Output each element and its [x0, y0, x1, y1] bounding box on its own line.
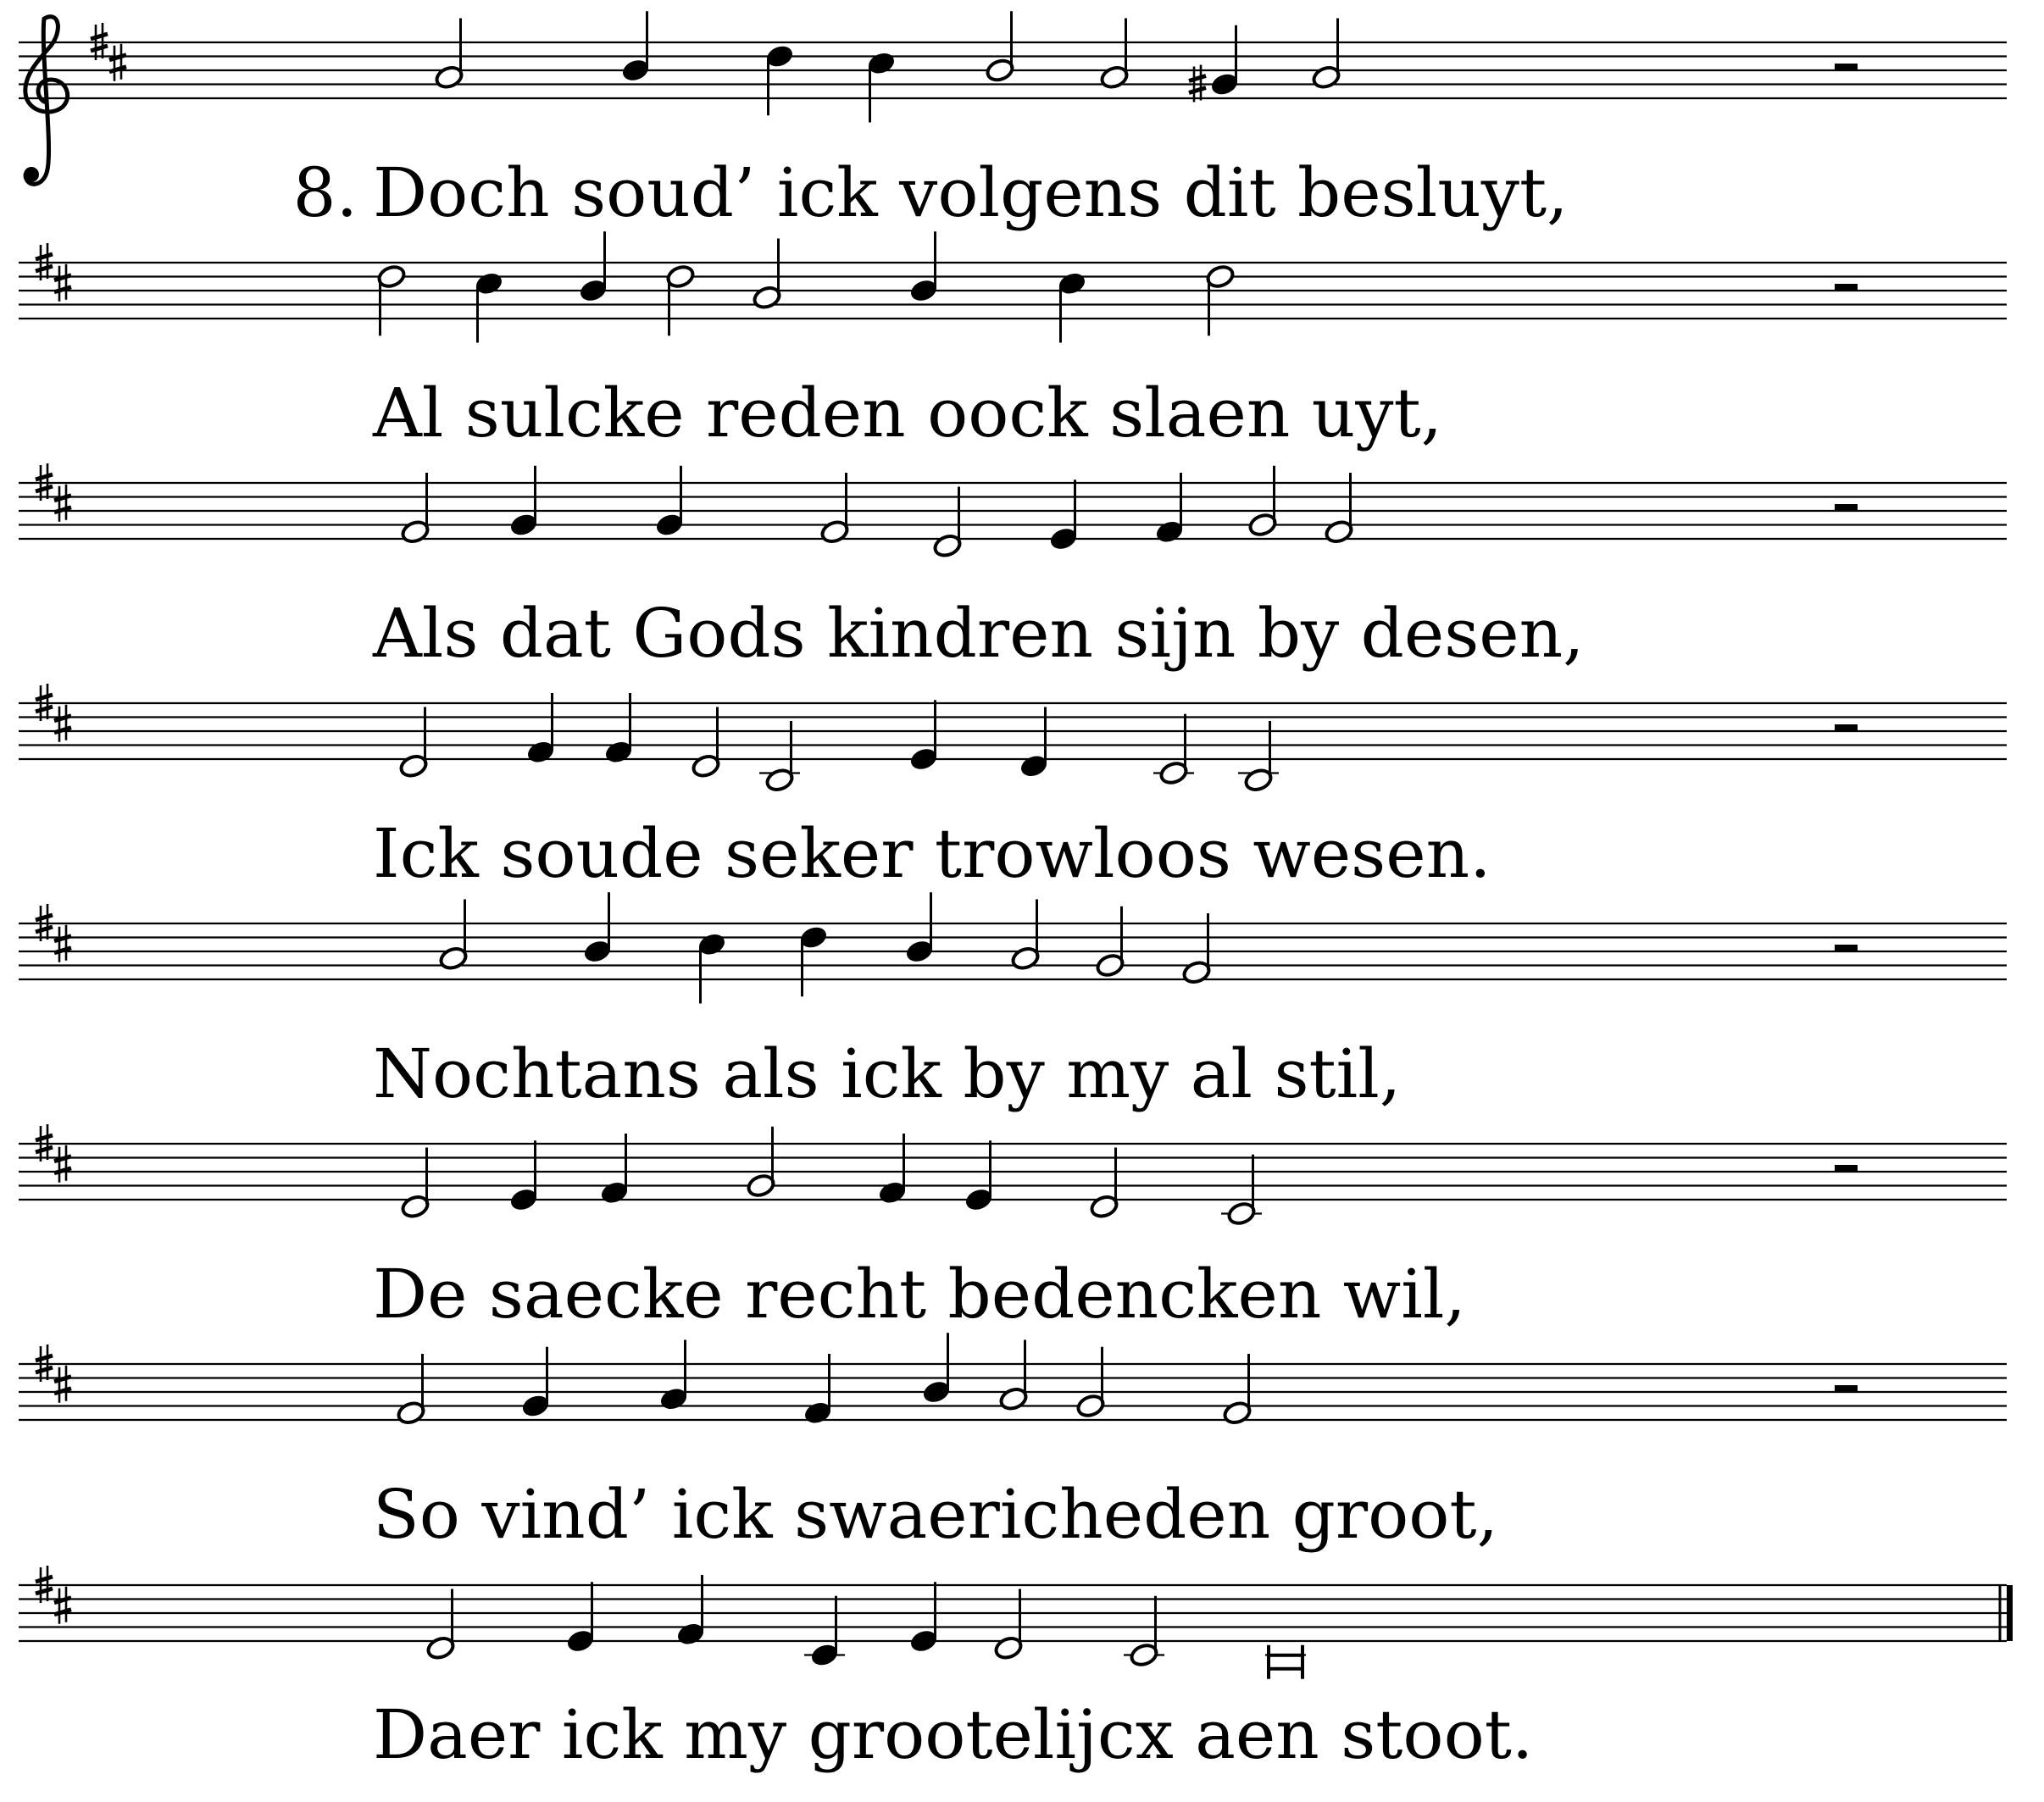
note [654, 466, 685, 538]
staff-system [19, 892, 2007, 1113]
lyric-line: Daer ick my grootelijcx aen stoot. [373, 1695, 1534, 1774]
note [508, 466, 539, 538]
half-rest-icon [1835, 724, 1858, 731]
note [921, 1333, 952, 1405]
key-signature-sharp-icon [54, 1587, 71, 1624]
staff-system [19, 231, 2007, 452]
staff-system [19, 1124, 2007, 1333]
note [620, 11, 651, 83]
key-signature-sharp-icon [54, 1366, 71, 1403]
lyric-line: So vind’ ick swaericheden groot, [373, 1475, 1499, 1554]
note [764, 43, 795, 115]
key-signature-sharp-icon [54, 1145, 71, 1183]
note [1153, 714, 1194, 786]
staff-system [19, 684, 2007, 893]
note [964, 1140, 994, 1212]
note [746, 1127, 776, 1199]
key-signature-sharp-icon [54, 485, 71, 522]
note [752, 239, 782, 311]
key-signature-sharp-icon [54, 705, 71, 742]
half-rest-icon [1835, 1385, 1858, 1392]
note [1205, 263, 1236, 335]
note [578, 231, 608, 303]
note [565, 1582, 596, 1654]
note [904, 892, 935, 964]
note [1010, 900, 1041, 972]
note [520, 1347, 551, 1419]
half-rest-icon [1835, 64, 1858, 70]
note [697, 931, 727, 1003]
key-signature-sharp-icon [54, 925, 71, 962]
key-signature-sharp-icon [109, 44, 126, 81]
note [658, 1340, 689, 1412]
note [1311, 19, 1341, 91]
note [474, 270, 504, 342]
final-barline-thick [2007, 1585, 2013, 1641]
lyric-line: De saecke recht bedencken wil, [373, 1255, 1466, 1333]
verse-number: 8. [292, 153, 358, 232]
note [582, 892, 613, 964]
half-rest-icon [1835, 1165, 1858, 1172]
lyric-line: Nochtans als ick by my al stil, [373, 1034, 1402, 1113]
note [866, 50, 897, 122]
half-rest-icon [1835, 945, 1858, 951]
note [798, 924, 829, 996]
note [1075, 1347, 1106, 1419]
staff-system [19, 11, 2007, 232]
note [908, 700, 939, 772]
note [1048, 480, 1079, 552]
lyric-line: Doch soud’ ick volgens dit besluyt, [373, 153, 1569, 232]
staff-system [19, 1333, 2007, 1554]
staff-system [19, 463, 2007, 673]
key-signature-sharp-icon [54, 264, 71, 302]
note [908, 1582, 939, 1654]
staff-system [19, 1566, 2013, 1774]
note [1221, 1155, 1262, 1227]
note [438, 900, 469, 972]
note [1099, 19, 1130, 91]
note [1265, 1645, 1306, 1679]
note [1247, 466, 1278, 538]
note [998, 1340, 1029, 1412]
note [1095, 907, 1125, 979]
note [1124, 1596, 1164, 1668]
note [985, 11, 1015, 83]
note [434, 19, 464, 91]
lyric-line: Al sulcke reden oock slaen uyt, [373, 374, 1443, 452]
lyric-line: Ick soude seker trowloos wesen. [373, 814, 1491, 893]
note [1189, 25, 1240, 103]
note [508, 1140, 539, 1212]
breve-note [1269, 1645, 1302, 1679]
note [804, 1596, 845, 1668]
note [665, 263, 696, 335]
note [376, 263, 407, 335]
note [908, 231, 939, 303]
half-rest-icon [1835, 284, 1858, 291]
half-rest-icon [1835, 504, 1858, 511]
note [1057, 270, 1087, 342]
lyric-line: Als dat Gods kindren sijn by desen, [373, 594, 1585, 673]
